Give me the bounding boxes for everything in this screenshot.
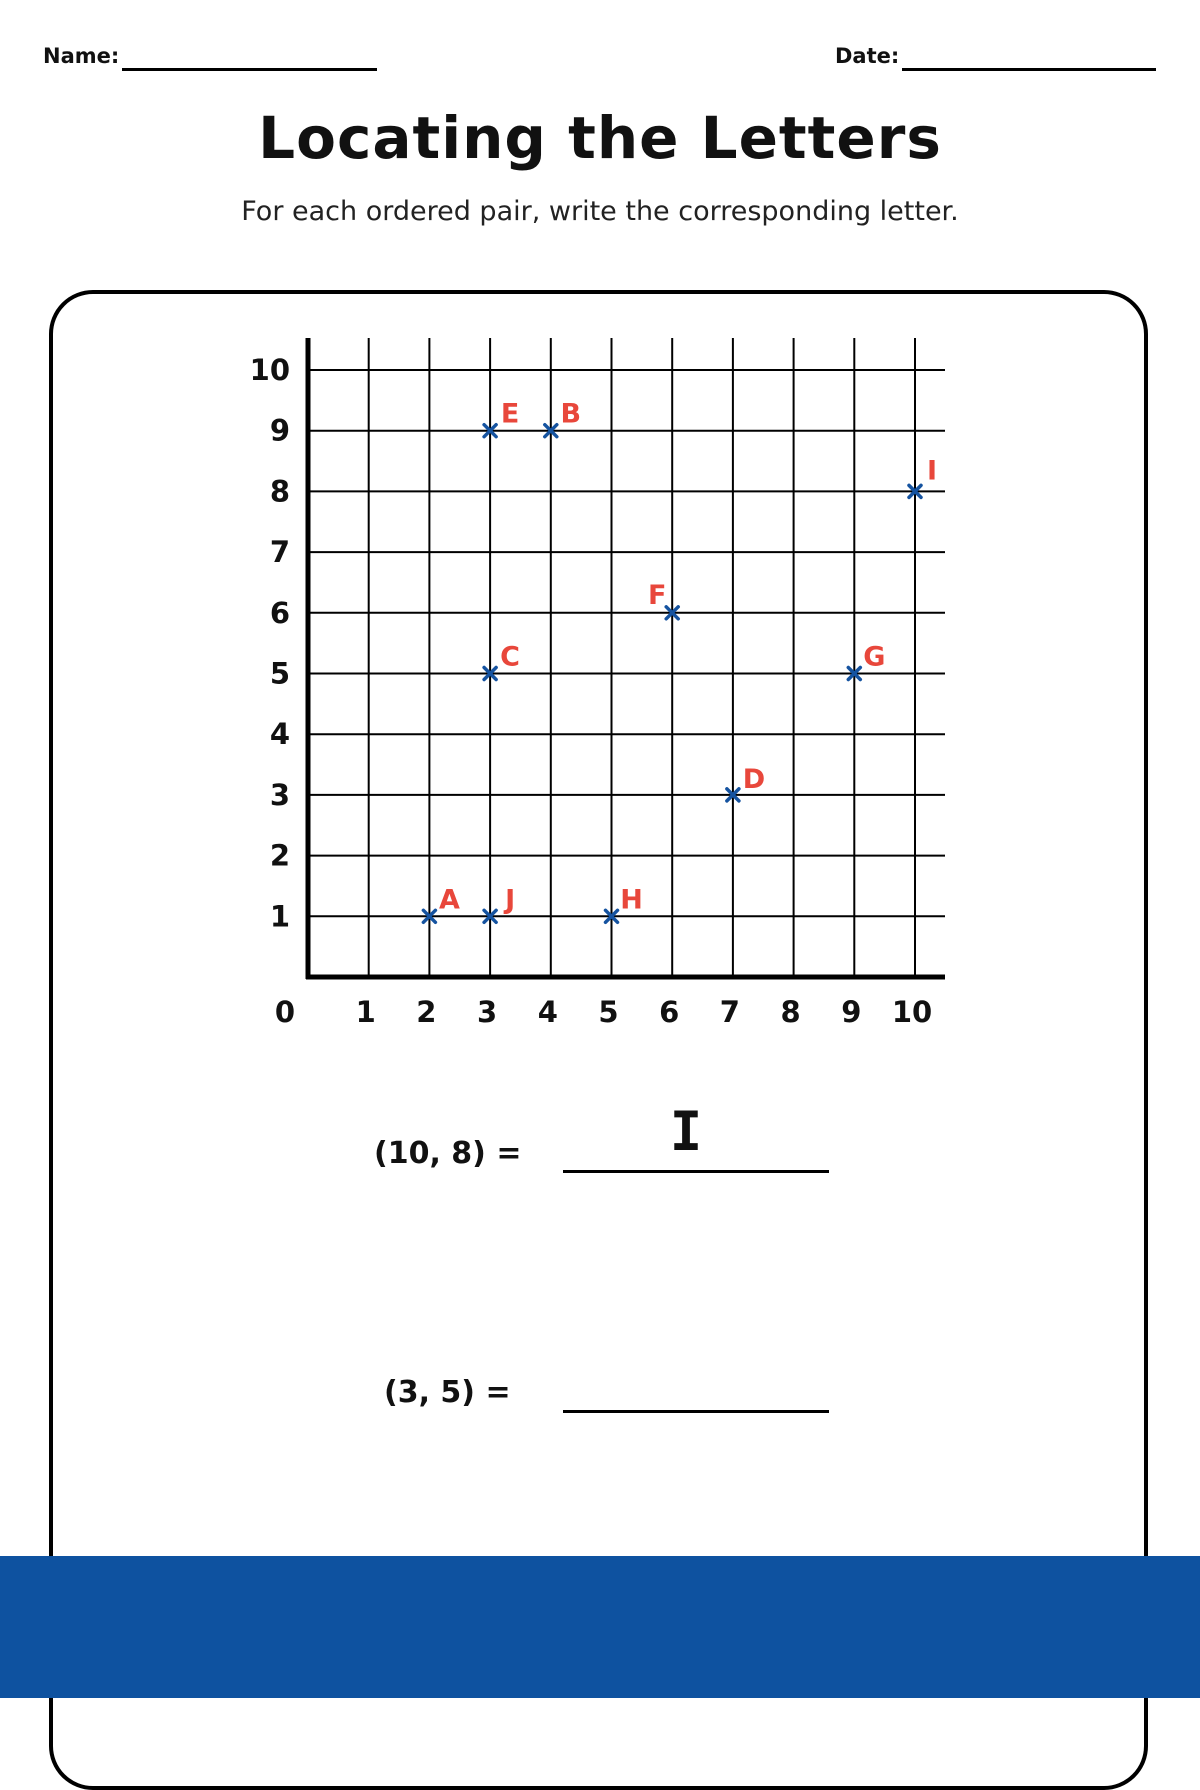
x-tick-label: 1	[355, 995, 376, 1029]
x-tick-label: 2	[416, 995, 437, 1029]
question-2-answer-line[interactable]	[563, 1410, 829, 1413]
point-f-label: F	[647, 579, 667, 611]
y-tick-label: 1	[269, 899, 290, 934]
point-b-label: B	[560, 398, 582, 430]
x-tick-label: 8	[780, 995, 801, 1029]
x-tick-label: 0	[274, 995, 296, 1029]
question-2-pair: (3, 5) =	[384, 1375, 511, 1410]
point-a-label: A	[438, 884, 460, 916]
x-tick-label: 4	[537, 995, 558, 1029]
y-tick-label: 3	[269, 777, 290, 812]
y-tick-label: 4	[269, 717, 290, 752]
question-1-pair: (10, 8) =	[374, 1136, 522, 1171]
point-h-label: H	[620, 884, 643, 916]
x-tick-label: 9	[841, 995, 862, 1029]
x-tick-label: 5	[598, 995, 619, 1029]
point-g-label: G	[863, 641, 886, 673]
point-i-label: I	[926, 455, 938, 487]
y-tick-label: 8	[269, 474, 290, 509]
point-d-label: D	[742, 763, 766, 795]
question-1-answer: I	[669, 1100, 703, 1163]
y-tick-label: 9	[269, 413, 290, 448]
point-c-label: C	[500, 641, 521, 673]
date-label: Date:	[835, 44, 900, 68]
x-tick-label: 6	[659, 995, 680, 1029]
x-tick-label: 10	[891, 995, 933, 1029]
instructions: For each ordered pair, write the corresponding letter.	[241, 196, 959, 227]
question-1-answer-line[interactable]	[563, 1170, 829, 1173]
y-tick-label: 2	[269, 838, 290, 873]
y-tick-label: 7	[269, 535, 290, 570]
y-tick-label: 5	[269, 656, 290, 691]
point-e-label: E	[500, 398, 520, 430]
y-tick-label: 10	[249, 353, 290, 387]
y-tick-label: 6	[269, 595, 290, 630]
point-j-label: J	[505, 884, 516, 916]
name-label: Name:	[43, 44, 120, 68]
footer-band	[0, 1556, 1200, 1698]
page-title: Locating the Letters	[258, 104, 942, 172]
x-tick-label: 3	[477, 995, 498, 1029]
x-tick-label: 7	[719, 995, 740, 1029]
